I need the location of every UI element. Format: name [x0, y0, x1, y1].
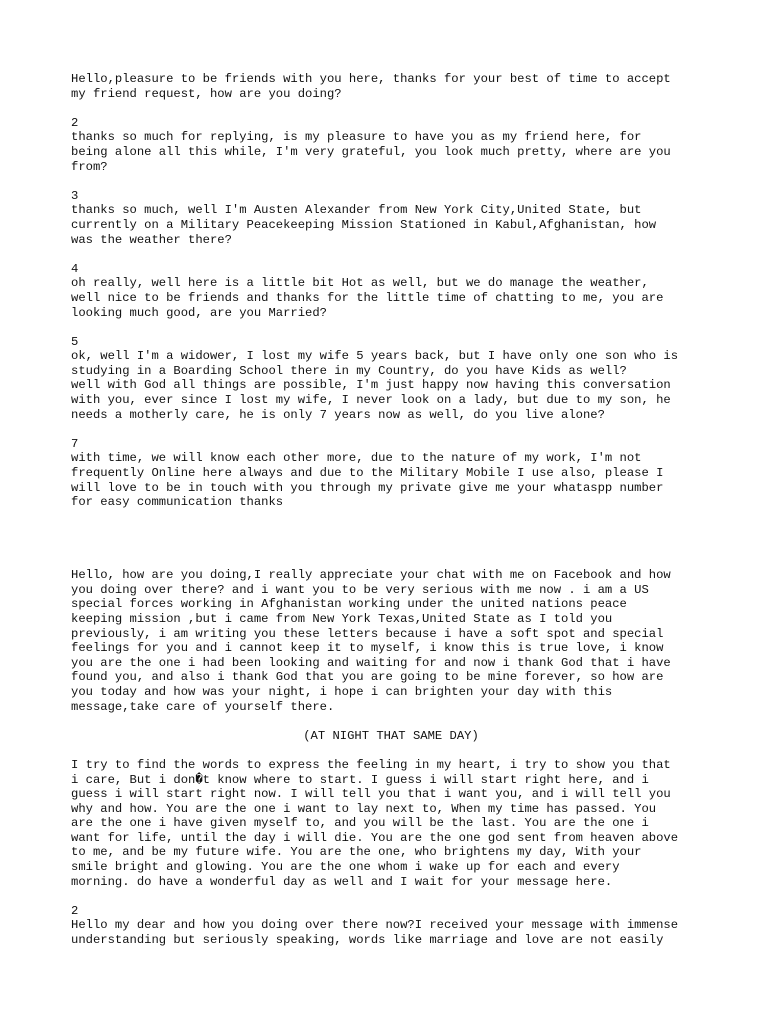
night-letter: I try to find the words to express the feeling in my heart, i try to show you that i care, But i don�t know where to start. I guess i will start right here, and i guess i will start right now. I will tell you that i want you, and i will tell you why and how. You are the one i want to lay next to, When my time has passed. You are the one i have given myself to, and you will be the last. You are the one i want for life, until the day i will die. You are the one god sent from heaven above to me, and be my future wife. You are the one, who brightens my day, With your smile bright and glowing. You are the one whom i wake up for each and every morning. do have a wonderful day as well and I wait for your message here.: [71, 757, 679, 889]
final-message: Hello my dear and how you doing over there now?I received your message with immense understanding but seriously speaking, words like marriage and love are not easily: [71, 918, 679, 948]
message-3: thanks so much, well I'm Austen Alexander from New York City,United State, but currently on a Military Peacekeeping Mission Stationed in Kabul,Afghanistan, how was the weather there?: [71, 203, 657, 247]
message-number: 2: [71, 115, 79, 130]
message-2: thanks so much for replying, is my pleasure to have you as my friend here, for being alone all this while, I'm very grateful, you look much pretty, where are you from?: [71, 130, 671, 174]
letter-intro: Hello, how are you doing,I really appreciate your chat with me on Facebook and how you doing over there? and i want you to be very serious with me now . i am a US special forces working in Afghanistan working under the united nations peace keeping mission ,but i came from New York Texas,United State as I told you previously, i am writing you these letters because i have a soft spot and special feelings for you and i cannot keep it to myself, i know this is true love, i know you are the one i had been looking and waiting for and now i thank God that i have found you, and also i thank God that you are going to be mine forever, so how are you today and how was your night, i hope i can brighten your day with this message,take care of yourself there.: [71, 568, 671, 714]
message-5: ok, well I'm a widower, I lost my wife 5 years back, but I have only one son who is studying in a Boarding School there in my Country, do you have Kids as well? well with God all things are possible, I'm just happy now having this conversation with you, ever since I lost my wife, I never look on a lady, but due to my son, he needs a motherly care, he is only 7 years now as well, do you live alone?: [71, 349, 679, 422]
message-number: 3: [71, 188, 79, 203]
message-number: 4: [71, 261, 79, 276]
message-number: 5: [71, 334, 79, 349]
night-heading: (AT NIGHT THAT SAME DAY): [303, 728, 479, 743]
message-number: 2: [71, 903, 79, 918]
message-number: 7: [71, 436, 79, 451]
blank-space: [71, 524, 711, 568]
document-page: [71, 72, 711, 948]
message-1: Hello,pleasure to be friends with you here, thanks for your best of time to accept my friend request, how are you doing?: [71, 72, 671, 101]
message-4: oh really, well here is a little bit Hot as well, but we do manage the weather, well nice to be friends and thanks for the little time of chatting to me, you are looking much good, are you Married?: [71, 276, 664, 320]
message-7: with time, we will know each other more, due to the nature of my work, I'm not frequently Online here always and due to the Military Mobile I use also, please I will love to be in touch with you through my private give me your whataspp number for easy communication thanks: [71, 451, 664, 510]
